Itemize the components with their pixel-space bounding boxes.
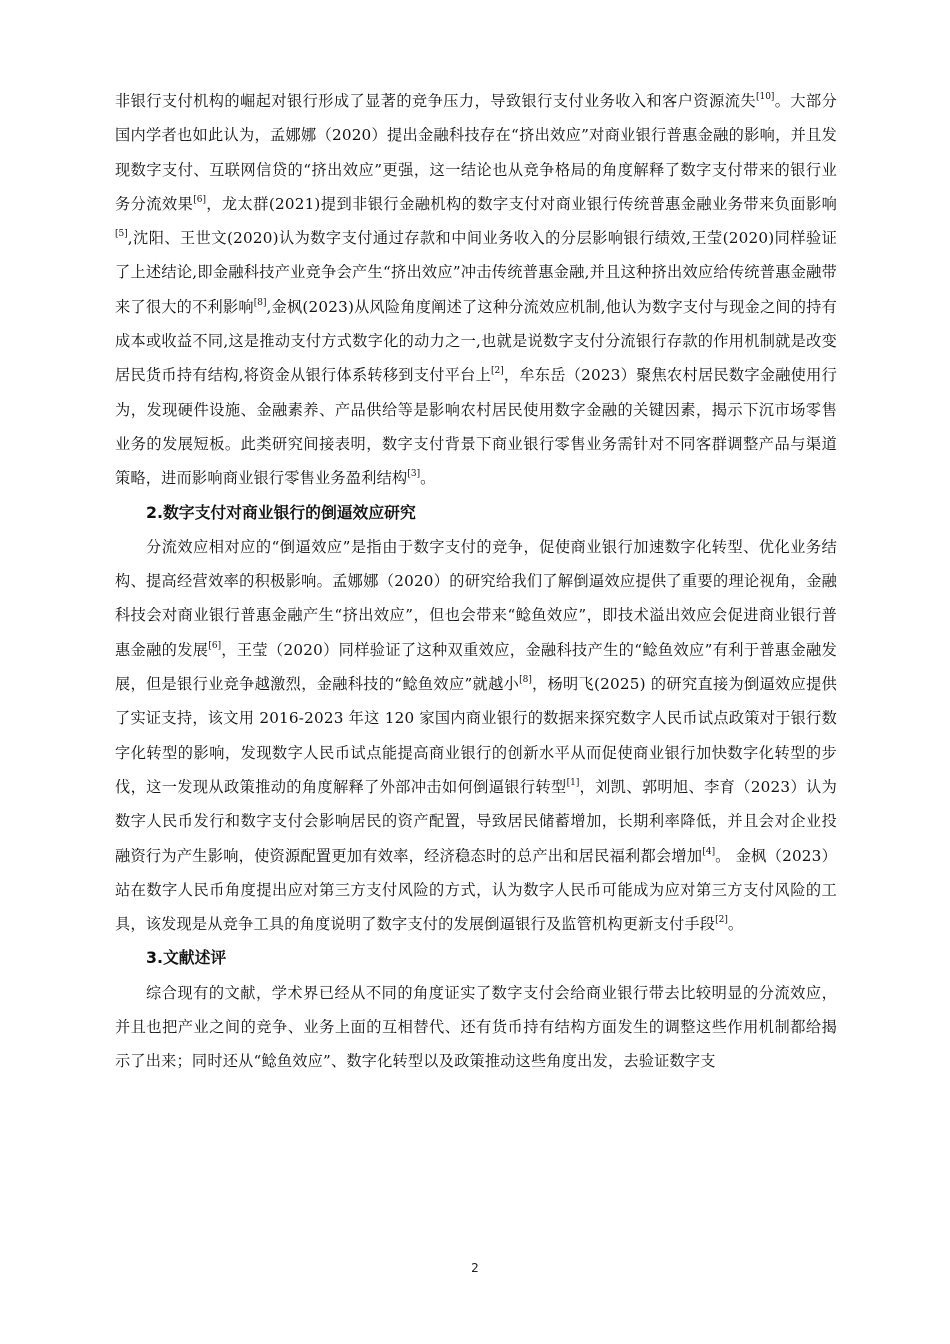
text-run: ，牟东岳（2023）聚焦农村居民数字金融使用行为，发现硬件设施、金融素养、产品供给等是影响农村居民使用数字金融的关键因素，揭示下沉市场零售业务的发展短板。此类研究间接表明，数字支付背景下商业银行零售业务需针对不同客群调整产品与渠道策略，进而影响商业银行零售业务盈利结构 [115, 366, 837, 488]
text-run: ，龙太群(2021)提到非银行金融机构的数字支付对商业银行传统普惠金融业务带来负面影响 [206, 194, 837, 213]
text-run: 非银行支付机构的崛起对银行形成了显著的竞争压力，导致银行支付业务收入和客户资源流失 [115, 92, 756, 110]
citation-marker: [2] [715, 915, 728, 926]
text-run: ,沈阳、王世文(2020)认为数字支付通过存款和中间业务收入的分层影响银行绩效,王莹(2020)同样验证了上述结论,即金融科技产业竞争会产生“挤出效应”冲击传统普惠金融,并且这种挤出效应给传统普惠金融带来了很大的不利影响 [115, 229, 837, 316]
paragraph-forcing-effect [115, 530, 837, 942]
citation-marker: [2] [491, 366, 504, 377]
text-run: 。 [727, 915, 744, 934]
paragraph-literature-review [115, 976, 837, 1079]
page-body [115, 84, 837, 1079]
text-run: ，王莹（2020）同样验证了这种双重效应，金融科技产生的“鲶鱼效应”有利于普惠金融发展，但是银行业竞争越激烈，金融科技的“鲶鱼效应”就越小 [115, 640, 837, 694]
citation-marker: [8] [519, 675, 532, 686]
section-heading-forcing-effect: 2.数字支付对商业银行的倒逼效应研究 [146, 502, 416, 522]
citation-marker: [3] [407, 469, 421, 480]
text-run: 。大部分国内学者也如此认为，孟娜娜（2020）提出金融科技存在“挤出效应”对商业银行普惠金融的影响，并且发现数字支付、互联网信贷的“挤出效应”更强，这一结论也从竞争格局的角度解释了数字支付带来的银行业务分流效果 [115, 92, 837, 213]
citation-marker: [1] [566, 777, 580, 788]
citation-marker: [5] [115, 229, 128, 240]
text-run: ,金枫(2023)从风险角度阐述了这种分流效应机制,他认为数字支付与现金之间的持有成本或收益不同,这是推动支付方式数字化的动力之一,也就是说数字支付分流银行存款的作用机制就是改变居民货币持有结构,将资金从银行体系转移到支付平台上 [115, 297, 837, 385]
citation-marker: [4] [702, 846, 716, 857]
page-number: 2 [471, 1261, 479, 1275]
text-run: 。 [420, 469, 436, 488]
citation-marker: [10] [755, 92, 775, 102]
citation-marker: [8] [253, 297, 267, 308]
citation-marker: [6] [193, 194, 206, 205]
text-run: 综合现有的文献，学术界已经从不同的角度证实了数字支付会给商业银行带去比较明显的分流效应，并且也把产业之间的竞争、业务上面的互相替代、还有货币持有结构方面发生的调整这些作用机制都给揭示了出来；同时还从“鲶鱼效应”、数字化转型以及政策推动这些角度出发，去验证数字支 [115, 983, 837, 1071]
text-run: ，杨明飞(2025) 的研究直接为倒逼效应提供了实证支持，该文用 2016-2023 年这 120 家国内商业银行的数据来探究数字人民币试点政策对于银行数字化转型的影响，发现数字人民币试点能提高商业银行的创新水平从而促使商业银行加快数字化转型的步伐，这一发现从政策推动的角度解释了外部冲击如何倒逼银行转型 [115, 675, 837, 796]
text-run: 分流效应相对应的“倒逼效应”是指由于数字支付的竞争，促使商业银行加速数字化转型、优化业务结构、提高经营效率的积极影响。孟娜娜（2020）的研究给我们了解倒逼效应提供了重要的理论视角，金融科技会对商业银行普惠金融产生“挤出效应”，但也会带来“鲶鱼效应”，即技术溢出效应会促进商业银行普惠金融的发展 [115, 537, 837, 659]
citation-marker: [6] [208, 640, 222, 651]
section-heading-literature-review: 3.文献述评 [146, 948, 227, 968]
text-run: ，刘凯、郭明旭、李育（2023）认为数字人民币发行和数字支付会影响居民的资产配置，导致居民储蓄增加，长期利率降低，并且会对企业投融资行为产生影响，使资源配置更加有效率，经济稳态时的总产出和居民福利都会增加 [115, 777, 837, 865]
text-run: 。 金枫（2023）站在数字人民币角度提出应对第三方支付风险的方式，认为数字人民币可能成为应对第三方支付风险的工具，该发现是从竞争工具的角度说明了数字支付的发展倒逼银行及监管机构更新支付手段 [115, 846, 837, 934]
paragraph-splitting-effect-continued [115, 84, 837, 496]
